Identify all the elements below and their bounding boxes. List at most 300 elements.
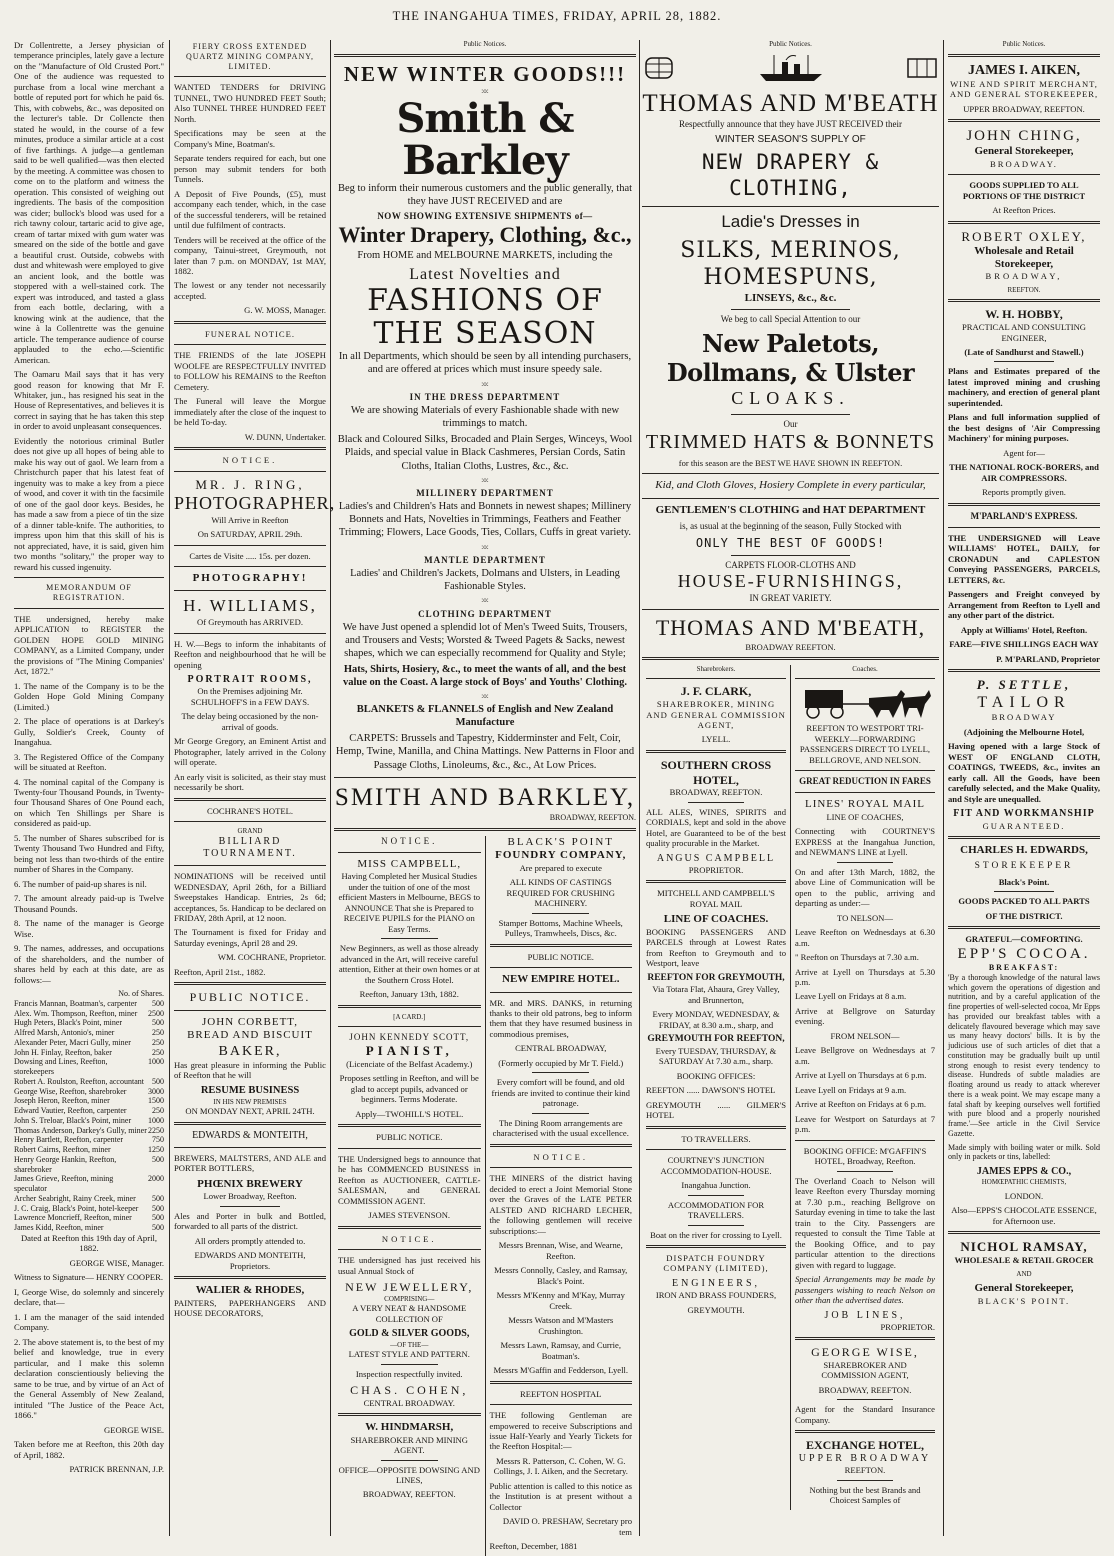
ad-body: THE Undersigned begs to announce that he has COMMENCED BUSINESS in Reefton as AUCTIONEER, CATTLE-SALESMAN, and GENERAL COMMISSION AGENT. [338,1153,481,1206]
ad-text: is, as usual at the beginning of the season, Fully Stocked with [679,521,902,532]
ad-text: COMPRISING— [384,1294,435,1303]
ad-heading: EXCHANGE HOTEL, [805,1438,925,1453]
ad-heading: GREYMOUTH FOR REEFTON, [647,1034,785,1045]
ad-title: M'PARLAND'S EXPRESS. [970,510,1078,521]
memo-item: 4. The nominal capital of the Company is Twenty-four Thousand Pounds, in Twenty-four Thousand Shares of One Pound each, on which Ten Shillings per Share is considered as paid-up. [14,776,164,829]
ad-text: Specifications may be seen at the Company's Mine, Boatman's. [174,128,326,149]
declaration-item: 1. I am the manager of the said intended Company. [14,1311,164,1333]
ad-heading: FOUNDRY COMPANY, [495,849,627,862]
ad-heading: LINE OF COACHES. [663,913,769,926]
article-butler: Evidently the notorious criminal Butler does not give up all hopes of being able to make his way out of gaol. We learn from a Christchurch paper that his latest feat of ingenuity was to make a key from a piece of wood, and cover it with tin the facsimile of one of the gaol door keys. Besides, he has made a saw from a piece of tin the size of a dinner table-knife. The authorities, to impress upon him that this skill of his is not appreciated, have, it is said, given him two months "solitary," the proper way to reward his cussed ingenuity. [14,435,164,572]
ad-heading: WALIER & RHODES, [195,1284,305,1297]
ad-text: The Overland Coach to Nelson will leave Reefton every Thursday morning at 7.30 p.m., reaching Bellgrove on Saturday evening in time to take the last train to the City. Passengers are requested to consult the Time Table at the Booking Office, and to pay particular attention to the directions given with regard to luggage. [795,1175,935,1270]
ad-title: [A CARD.] [393,1012,426,1021]
ad-address: BROADWAY, REEFTON. [362,1489,456,1500]
shareholder-row: Francis Mannan, Boatman's, carpenter 500 [14,998,164,1008]
ad-heading: RESUME BUSINESS [200,1084,300,1096]
memo-item: 2. The place of operations is at Darkey's Gully, Soldier's Creek, County of Inangahua. [14,716,164,748]
ad-text: Plans and full information supplied of the best designs of 'Air Compressing Machinery' for mining purposes. [948,412,1100,444]
ad-body: BOOKING PASSENGERS AND PARCELS through at Lowest Rates from Reefton to Greymouth and to Westport, leave [646,926,786,969]
ad-text: Passengers and Freight conveyed by Arrangement from Reefton to Lyell and any other part of the district. [948,589,1100,621]
ad-signature: EDWARDS AND MONTEITH, Proprietors. [194,1250,306,1271]
ad-body: WHOLESALE & RETAIL GROCER [954,1255,1094,1266]
ad-text: Agent for the Standard Insurance Company. [795,1404,935,1425]
subscriber: Messrs M'Gaffin and Fedderson, Lyell. [493,1365,629,1376]
ad-title: NOTICE. [533,1151,589,1162]
ad-text: All orders promptly attended to. [194,1235,306,1246]
shareholder-list [14,999,164,1233]
ad-headline: ONLY THE BEST OF GOODS! [695,536,886,551]
ad-text: Every MONDAY, WEDNESDAY, & FRIDAY, at 8.30 a.m., sharp, and [652,1009,780,1030]
ad-text: Via Totara Flat, Ahaura, Grey Valley, and Brunnerton, [652,984,780,1005]
ad-text: LINSEYS, &c., &c. [744,291,837,304]
ad-text: Respectfully announce that they have JUST RECEIVED their [678,119,903,130]
ad-headline: SILKS, MERINOS, HOMESPUNS, [680,238,901,290]
ad-heading: W. HINDMARSH, [365,1421,454,1434]
ad-text: An early visit is solicited, as their stay must necessarily be short. [174,771,326,793]
ad-body: WINE AND SPIRIT MERCHANT, AND GENERAL STOREKEEPER, [949,78,1099,100]
ad-text: FROM NELSON— [830,1030,900,1041]
ad-body: Having opened with a large Stock of WEST OF ENGLAND CLOTH, COATINGS, TWEEDS, &c., invites an early call. All the Goods, have been carefully selected, and the Make Quality, and Style are unequalled. [948,741,1100,804]
signature: GEORGE WISE, Manager. [69,1257,164,1268]
ad-text: Are prepared to execute [519,862,602,873]
ad-heading: JAMES I. AIKEN, [967,62,1081,78]
ad-text: IN GREAT VARIETY. [749,592,832,603]
memo-item: 7. The amount already paid-up is Twelve Thousand Pounds. [14,893,164,914]
bale-icon [905,54,939,82]
memo-item: 1. The name of the Company is to be the Golden Hope Gold Mining Company (Limited.) [14,680,164,712]
ad-title: FUNERAL NOTICE. [204,328,296,339]
article-whitaker: The Oamaru Mail says that it has very good reason for knowing that Mr F. Whitaker, jun., has resigned his seat in the House of Representatives, and believes it is correct in saying that he has taken this step in order to avoid unpleasant consequences. [14,369,164,432]
column-1 [14,40,164,1536]
subscriber: Messrs Watson and M'Masters Crushington. [508,1315,614,1336]
ad-text: We have Just opened a splendid lot of Men's Tweed Suits, Trousers, and Trousers and Vests; Worsted & Tweed Pagets & Sacks, newest shapes, which we can especially recommend for Quality and Style; [342,621,628,660]
ad-heading: GEORGE WISE, [811,1345,919,1360]
ad-text: Reefton, December, 1881 [489,1541,578,1552]
ad-text: Separate tenders required for each, but one person may submit tenders for both Tunnels. [174,153,326,185]
ad-body: BREWERS, MALTSTERS, AND ALE and PORTER BOTTLERS, [174,1152,326,1174]
ad-address: Black's Point. [998,877,1050,887]
divider-ornament: :o: [481,475,489,484]
timetable-row: Arrive at Bellgrove on Saturday evening. [795,1005,935,1027]
ad-signature: DAVID O. PRESHAW, Secretary pro tem [502,1516,632,1537]
ad-headline: HOUSE-FURNISHINGS, [677,570,904,591]
timetable-row: Arrive at Reefton on Fridays at 6 p.m. [795,1099,927,1110]
ad-title: GRATEFUL—COMFORTING. [965,934,1083,945]
shareholder-row: Thomas Anderson, Darkey's Gully, miner 2250 [14,1125,164,1135]
shareholder-row: John S. Treloar, Black's Point, miner 1000 [14,1115,164,1125]
ad-heading: PUBLIC NOTICE. [189,990,311,1005]
illustration-row [642,51,939,85]
timetable-row: " Reefton on Thursdays at 7.30 a.m. [795,952,919,963]
ad-text: Made simply with boiling water or milk. Sold only in packets or tins, labelled: [948,1142,1100,1162]
ad-text: Every comfort will be found, and old friends are invited to continue their kind patronage. [491,1077,630,1109]
shareholder-row: John H. Finlay, Reefton, baker 250 [14,1047,164,1057]
ad-signature: G. W. MOSS, Manager. [244,305,326,316]
ad-text: Reefton, January 13th, 1882. [359,989,459,1000]
ad-text: CARPETS: Brussels and Tapestry, Kidderminster and Felt, Coir, Hemp, Twine, Manilla, and China Mattings. New Patterns in Floor and Passage Cloths, Linoleums, &c., &c., At Low Prices. [335,733,635,771]
ad-text: From HOME and MELBOURNE MARKETS, including the [357,249,613,261]
ad-address: LYELL. [701,734,731,745]
column-4-left [642,665,791,1510]
column-rule [330,40,331,1536]
ad-text: General Storekeeper, [974,145,1074,158]
ad-title: FIERY CROSS EXTENDED QUARTZ MINING COMPANY, LIMITED. [186,42,314,71]
ad-body: WANTED TENDERS for DRIVING TUNNEL, TWO HUNDRED FEET South; Also TUNNEL THREE HUNDRED FEET North. [174,82,326,124]
column-4-lower [642,665,939,1510]
column-3 [334,40,636,1552]
ad-text: Mr George Gregory, an Eminent Artist and Photographer, lately arrived in the Colony will operate. [174,736,326,768]
memo-intro: THE undersigned, hereby make APPLICATION to REGISTER the GOLDEN HOPE GOLD MINING COMPANY, as a Limited Company, under the provisions of "The Mining Companies' Act, 1872." [14,613,164,677]
column-2 [174,40,336,1536]
ad-heading: SOUTHERN CROSS HOTEL, [660,757,772,787]
timetable-row: Arrive at Lyell on Thursdays at 5.30 p.m. [795,966,935,987]
subscriber: Messrs Brennan, Wise, and Wearne, Reefton. [498,1240,623,1261]
ad-text: Every TUESDAY, THURSDAY, & SATURDAY At 7.30 a.m., sharp. [655,1045,777,1067]
ad-address: REEFTON. [1007,285,1041,294]
ad-text: CARPETS FLOOR-CLOTHS AND [725,559,856,570]
ad-text: BOOKING OFFICE: M'GAFFIN'S HOTEL, Broadway, Reefton. [803,1145,927,1167]
ad-text: WINTER SEASON'S SUPPLY OF [715,134,866,145]
ad-text: (Late of Sandhurst and Stawell.) [964,346,1084,357]
ad-title: PUBLIC NOTICE. [527,951,594,962]
shareholder-row: Alex. Wm. Thompson, Reefton, miner 2500 [14,1008,164,1018]
ad-body: THE UNDERSIGNED will Leave WILLIAMS' HOTEL, DAILY, for CRONADUN and CAPLESTON Conveying PASSENGERS, PARCELS, LETTERS, &c. [948,532,1100,585]
ad-body: MR. and MRS. DANKS, in returning thanks to their old patrons, beg to inform them that they have resumed business in commodious premises, [489,997,632,1039]
ad-heading: ENGINEERS, [671,1277,761,1289]
ad-headline: THOMAS AND M'BEATH, [655,614,926,640]
ad-text: PROPRIETOR. [880,1321,935,1332]
taken-before: Taken before me at Reefton, this 20th day of April, 1882. [14,1439,164,1460]
shareholder-row: Robert Cairns, Reefton, miner 1250 [14,1145,164,1155]
timetable-row: Leave Reefton on Wednesdays at 6.30 a.m. [795,927,935,948]
ad-headline: Ladie's Dresses in [721,212,860,232]
ad-text: ALL KINDS OF CASTINGS REQUIRED FOR CRUSHING MACHINERY. [506,877,615,909]
column-4-right [791,665,939,1510]
column-rule [943,40,944,1536]
ad-heading: EPP'S COCOA. [957,945,1091,962]
divider-ornament: :o: [481,692,489,701]
ad-text: Cartes de Visite ..... 15s. per dozen. [189,550,311,561]
ad-text: Of Greymouth has ARRIVED. [197,617,303,628]
shareholder-row: James Kidd, Reefton, miner 500 [14,1223,164,1233]
ad-text: Beg to inform their numerous customers and the public generally, that they have JUST RECEIVED and are [337,182,633,207]
ad-text: On and after 13th March, 1882, the above Line of Communication will be open to the public, arriving and departing as under:— [795,866,935,909]
timetable-row: Arrive at Lyell on Thursdays at 6 p.m. [795,1070,927,1081]
ad-heading: H. WILLIAMS, [183,596,317,616]
ad-text: IRON AND BRASS FOUNDERS, [655,1290,777,1301]
ad-title: NOTICE. [381,835,438,846]
column-3-left [334,836,486,1556]
ad-text: BOOKING OFFICES: [676,1070,756,1081]
ad-text: OF THE DISTRICT. [985,910,1063,921]
ad-heading: NEW JEWELLERY, [345,1280,474,1295]
subscriber: Messrs M'Kenny and M'Kay, Murray Creek. [496,1290,625,1311]
ad-text: Lower Broadway, Reefton. [203,1191,297,1202]
ad-signature: P. M'PARLAND, Proprietor [996,653,1100,664]
ad-heading: REEFTON FOR GREYMOUTH, [647,972,785,983]
department-heading: IN THE DRESS DEPARTMENT [409,392,561,403]
ad-heading: JOHN KENNEDY SCOTT, [349,1032,470,1043]
ad-heading: P. SETTLE, [976,677,1072,693]
ad-text: UPPER BROADWAY [798,1452,932,1464]
ad-signature: ANGUS CAMPBELL [656,852,776,864]
ad-address: BROADWAY, [985,271,1063,282]
ad-text: Will Arrive in Reefton [211,514,289,525]
ad-heading: CHARLES H. EDWARDS, [960,844,1088,857]
shareholder-row: Lawrence Moncrieff, Reefton, miner 500 [14,1213,164,1223]
ad-text: Apply—TWOHILL'S HOTEL. [355,1108,464,1119]
shareholder-row: Robert A. Roulston, Reefton, accountant 500 [14,1076,164,1086]
ad-text: At Reefton Prices. [992,205,1056,216]
column-5 [948,40,1100,1536]
ad-heading: ROBERT OXLEY, [961,228,1087,244]
shareholder-row: George Wise, Reefton, sharebroker 3000 [14,1086,164,1096]
ad-body: REEFTON TO WESTPORT TRI-WEEKLY—FORWARDING PASSENGERS DIRECT TO LYELL, BELLGROVE, AND NELSON. [799,723,931,765]
ad-text: AND [1016,1269,1032,1278]
department-heading: MANTLE DEPARTMENT [424,555,546,566]
ad-body: SHAREBROKER AND COMMISSION AGENT, [821,1359,909,1381]
shareholder-row: Joseph Heron, Reefton, miner 1500 [14,1096,164,1106]
ad-signature: JAMES STEVENSON. [368,1210,451,1221]
department-heading: MILLINERY DEPARTMENT [416,488,554,499]
ad-text: PROPRIETOR. [688,864,744,875]
ad-heading: MR. J. RING, [195,476,305,492]
memo-item: 8. The name of the manager is George Wise. [14,918,164,939]
ad-text: ON MONDAY NEXT, APRIL 24TH. [185,1106,315,1117]
ad-heading: JOHN CHING, [966,128,1082,145]
column-3-right [486,836,637,1556]
ad-heading: TAILOR [977,693,1071,711]
ad-signature: JOB LINES, [824,1309,906,1321]
column-rule [639,40,640,1536]
memo-item: 3. The Registered Office of the Company will be situated at Reefton. [14,751,164,773]
ad-text: GOODS PACKED TO ALL PARTS [958,896,1090,907]
ad-signature: WM. COCHRANE, Proprietor. [217,952,326,963]
ad-headline: GENTLEMEN'S CLOTHING and HAT DEPARTMENT [655,503,926,516]
ad-text: Our [783,418,798,429]
subscriber: Messrs Connolly, Casley, and Ramsay, Black's Point. [494,1265,628,1286]
ad-text: We beg to call Special Attention to our [720,314,861,325]
ad-text: TO NELSON— [837,912,893,923]
shareholder-row: Alexander Peter, Macri Gully, miner 250 [14,1037,164,1047]
timetable-row: Leave Lyell on Fridays at 8 a.m. [795,991,907,1002]
ad-headline: Winter Drapery, Clothing, &c., [338,221,632,247]
dated: Dated at Reefton this 19th day of April, 1882. [20,1232,158,1254]
ad-heading: BAKER, [218,1043,282,1059]
ad-heading: BLACK'S POINT [507,835,615,848]
ad-text: H. W.—Begs to inform the inhabitants of Reefton and neighbourhood that he will be opening [174,638,326,670]
ad-text: Ladies's and Children's Hats and Bonnets in newest shapes; Millinery Bonnets and Hats, Novelties in Trimmings, Feathers and Feather Trimming; Flowers, Lace Goods, Ties, Collars, Cuffs in great variety. [338,501,632,539]
ad-text: Stamper Bottoms, Machine Wheels, Pulleys, Tramwheels, Discs, &c. [498,917,623,939]
ad-address: BLACK'S POINT. [977,1295,1071,1306]
ad-text: Plans and Estimates prepared of the latest improved mining and crushing machinery, and erection of general plant superintended. [948,366,1100,408]
ad-text: The lowest or any tender not necessarily accepted. [174,280,326,301]
ad-body: THE following Gentleman are empowered to receive Subscriptions and issue Half-Yearly and Yearly Tickets for the Reefton Hospital:— [489,1410,632,1452]
ad-body: THE FRIENDS of the late JOSEPH WOOLFE are RESPECTFULLY INVITED to FOLLOW his REMAINS to the Reefton Cemetery. [174,350,326,392]
ad-text: On SATURDAY, APRIL 29th. [197,529,303,540]
ad-text: HOMŒPATHIC CHEMISTS, [981,1178,1067,1187]
timetable-row: Leave Bellgrove on Wednesdays at 7 a.m. [795,1045,935,1066]
timetable-row: Leave for Westport on Saturdays at 7 p.m. [795,1113,935,1135]
steamship-icon [756,52,826,84]
ad-heading: JOHN CORBETT, [202,1016,298,1029]
divider-ornament: :o: [481,542,489,551]
ad-address: CENTRAL BROADWAY. [363,1397,455,1408]
article-port: Dr Collentrette, a Jersey physician of temperance principles, lately gave a lecture on the "Manufacture of Old Crusted Port." One of the audience was requested to purchase from a local wine merchant a bottle of reputed port for which he paid 6s. This, with cobwebs, &c., was deposited on the lecturer's table. Dr Collencte then stated he would, in the course of a few minutes, produce a similar article at a cost of five farthings. A judge—a gentleman said to be well qualified—was then elected by the meeting. A committee was chosen to come on to the platform and witness the operation. This consisted of weighing out ingredients. The basis of the composition was cider; bullock's blood was used for a rich tawny colour, tartaric acid to give age, cream of tartar mixed with gum water was smeared on the side of the bottle and gave a beautiful crust. Outside, cobwebs with dust and whitewash were employed to give an ancient look, and the bottle was stoppered with a well-stained cork. The expert was introduced, and tasted a glass from each bottle, declaring, with a knowing wink at the audience, that the wine à la Collentrette was the genuine article. The temperance audience of course applauded to the echo.—Scientific American. [14,40,164,365]
column-3-lower [334,836,636,1556]
ad-text: New Beginners, as well as those already advanced in the Art, will receive careful attention, Either at their own homes or at the Southern Cross Hotel. [338,943,480,985]
ad-address: BROADWAY, REEFTON. [818,1384,912,1395]
masthead: THE INANGAHUA TIMES, FRIDAY, APRIL 28, 1882. [392,9,722,23]
ad-headline: CLOAKS. [731,387,850,408]
ad-text: Reefton, April 21st., 1882. [174,966,266,977]
ad-heading: NEW EMPIRE HOTEL. [502,973,620,986]
ad-text: GUARANTEED. [982,820,1066,831]
ad-heading: GOLD & SILVER GOODS, [349,1328,470,1340]
section-label: Public Notices. [769,40,812,48]
ad-title: PUBLIC NOTICE. [376,1132,443,1143]
ad-text: Proposes settling in Reefton, and will be glad to accept pupils, advanced or beginners. Terms Moderate. [339,1073,479,1105]
ad-body: NOMINATIONS will be received until WEDNESDAY, April 26th, for a Billiard Sweepstakes Handicap. Entries, 2s 6d; acceptances, 5s. Handicap to be declared on FRIDAY, 28th April, at 12 noon. [174,871,326,923]
divider-ornament: :o: [481,596,489,605]
ad-text: LONDON. [1004,1190,1044,1201]
section-label: Coaches. [852,664,878,673]
ad-heading: FIT AND WORKMANSHIP [953,808,1095,820]
ad-body: ALL ALES, WINES, SPIRITS and CORDIALS, kept and sold in the above Hotel, are Guaranteed to be of the best quality procurable in the Market. [646,806,786,849]
barrel-icon [642,54,676,82]
ad-heading: J. F. CLARK, [680,684,752,699]
ad-text: for this season are the BEST WE HAVE SHOWN IN REEFTON. [678,458,903,469]
coach-illustration [797,684,933,720]
ad-text: The Funeral will leave the Morgue immediately after the close of the inquest to be held To-day. [174,396,326,428]
ad-heading: LINES' ROYAL MAIL [804,798,925,811]
ad-text: Has great pleasure in informing the Public of Reefton that he will [174,1059,326,1081]
shareholder-row: Alfred Marsh, Antonio's, miner 250 [14,1028,164,1038]
shareholder-row: Hugh Peters, Black's Point, miner 500 [14,1018,164,1028]
column-rule [169,40,170,1536]
ad-text: THE NATIONAL ROCK-BORERS, and AIR COMPRESSORS. [949,462,1099,483]
ad-body: PAINTERS, PAPERHANGERS AND HOUSE DECORATORS, [174,1297,326,1319]
ad-text: The Tournament is fixed for Friday and Saturday evenings, April 28 and 29. [174,927,326,948]
column-4 [642,40,939,1536]
ad-heading: W. H. HOBBY, [985,307,1063,322]
subscriber: Messrs Lawn, Ramsay, and Currie, Boatman's. [500,1340,621,1361]
ad-body: SHAREBROKER AND MINING AGENT. [350,1434,468,1456]
ad-heading: BILLIARD TOURNAMENT. [203,835,297,859]
divider-ornament: :o: [481,87,489,96]
ad-heading: GREAT REDUCTION IN FARES [799,776,931,787]
ad-text: Messrs R. Patterson, C. Cohen, W. G. Collings, J. I. Aiken, and the Secretary. [493,1455,628,1477]
ad-address: CENTRAL BROADWAY, [515,1043,607,1054]
ad-text: On the Premises adjoining Mr. SCHULHOFF'S in a FEW DAYS. [190,686,310,707]
ad-heading: BREAD AND BISCUIT [187,1029,313,1042]
ad-text: GRAND [237,827,263,836]
ad-text: Tenders will be received at the office of the company, Tainui-street, Greymouth, not later than 7 p.m. on MONDAY, 1st MAY, 1882. [174,234,326,276]
ad-address: BROADWAY REEFTON. [745,641,836,652]
ad-address: GREYMOUTH. [687,1304,745,1315]
ad-body: SHAREBROKER, MINING AND GENERAL COMMISSION AGENT, [646,699,786,730]
ad-text: Nothing but the best Brands and Choicest Samples of [809,1484,921,1506]
ad-text: Hats, Shirts, Hosiery, &c., to meet the wants of all, and the best value on the Coast. A large stock of Boys' and Youths' Clothing. [342,664,628,689]
ad-heading: EDWARDS & MONTEITH, [192,1129,308,1141]
ad-text: Wholesale and Retail Storekeeper, [974,244,1074,270]
ad-heading: PHOTOGRAPHY! [192,572,308,585]
ad-heading: PIANIST, [365,1043,453,1059]
ad-text: ACCOMMODATION FOR TRAVELLERS. [667,1199,765,1221]
ad-text: We are showing Materials of every Fashionable shade with new trimmings to match. [350,405,620,430]
memo-title: MEMORANDUM OF REGISTRATION. [46,583,132,602]
ad-text: Agent for— [1003,447,1045,458]
ad-body: PRACTICAL AND CONSULTING ENGINEER, [962,322,1086,343]
ad-text: In all Departments, which should be seen by all intending purchasers, and are offered at prices which must insure speedy sale. [338,351,632,376]
ad-body: Having Completed her Musical Studies under the tuition of one of the most efficient Masters in Melbourne, BEGS to ANNOUNCE That she is Prepared to RECEIVE PUPILS for the PIANO on Easy Terms. [338,871,481,934]
ad-text: A VERY NEAT & HANDSOME COLLECTION OF [352,1303,467,1324]
ad-heading: NICHOL RAMSAY, [960,1239,1088,1255]
ad-text: A Deposit of Five Pounds, (£5), must accompany each tender, which, in the case of the successful tenderers, will be retained until due fulfilment of contracts. [174,188,326,231]
declaration: I, George Wise, do solemnly and sincerely declare, that— [14,1286,164,1308]
witness: Witness to Signature— HENRY COOPER. [14,1272,164,1283]
ad-headline: NEW DRAPERY & CLOTHING, [701,150,880,200]
ad-headline: New Paletots, Dollmans, & Ulster [666,329,915,388]
ad-text: (Licenciate of the Belfast Academy.) [346,1058,473,1069]
ad-text: Boat on the river for crossing to Lyell. [650,1229,782,1240]
jp-signature: PATRICK BRENNAN, J.P. [69,1464,164,1475]
ad-text: BREAKFAST: [988,963,1060,973]
ad-heading: PHŒNIX BREWERY [197,1177,303,1190]
ad-text: FARE—FIVE SHILLINGS EACH WAY [949,639,1099,650]
ad-title: COCHRANE'S HOTEL. [206,805,294,816]
ad-title: REEFTON HOSPITAL [519,1388,602,1399]
ad-headline: SMITH AND BARKLEY, [334,783,636,811]
divider-ornament: :o: [481,379,489,388]
shareholder-row: Archer Seabright, Rainy Creek, miner 500 [14,1193,164,1203]
ad-text: Connecting with COURTNEY'S EXPRESS at the Inangahua Junction, and NEWMAN'S LINE at Lyell. [795,826,935,858]
shareholder-row: Edward Vautier, Reefton, carpenter 250 [14,1106,164,1116]
ad-heading: CHAS. COHEN, [350,1383,469,1398]
ad-text: Apply at Williams' Hotel, Reefton. [960,624,1088,635]
ad-headline: THOMAS AND M'BEATH [642,89,939,117]
ad-text: GREYMOUTH ...... GILMER'S HOTEL [646,1099,786,1121]
ad-text: Special Arrangements may be made by passengers wishing to reach Nelson on other than the advertised dates. [795,1274,935,1306]
memo-item: 9. The names, addresses, and occupations of the shareholders, and the number of shares held by each at this date, are as follows:— [14,943,164,985]
shareholder-row: Henry George Hankin, Reefton, sharebroker 500 [14,1154,164,1174]
signature: GEORGE WISE. [104,1424,164,1435]
ad-address: BROADWAY, REEFTON. [669,787,763,798]
ad-text: Public attention is called to this notice as the Institution is at present without a Collector [489,1480,632,1512]
ad-title: NOTICE. [222,455,278,466]
ad-signature: W. DUNN, Undertaker. [244,431,326,442]
ad-text: STOREKEEPER [974,861,1074,872]
ad-heading: JAMES EPPS & CO., [976,1166,1072,1178]
shareholder-row: J. C. Craig, Black's Point, hotel-keeper 500 [14,1203,164,1213]
ad-text: LINE OF COACHES, [826,811,904,822]
ad-text: —OF THE— [390,1340,429,1349]
ad-headline: NEW WINTER GOODS!!! [343,61,627,86]
ad-title: TO TRAVELLERS. [681,1133,751,1144]
ad-body: DISPATCH FOUNDRY COMPANY (LIMITED), [663,1253,769,1274]
ad-title: NOTICE. [381,1233,437,1244]
ad-text: LATEST STYLE AND PATTERN. [348,1349,470,1360]
ad-address: UPPER BROADWAY, REEFTON. [963,103,1085,114]
timetable-row: Leave Lyell on Fridays at 9 a.m. [795,1084,907,1095]
ad-text: General Storekeeper, [974,1282,1074,1295]
ad-text: Ales and Porter in bulk and Bottled, forwarded to all parts of the district. [174,1210,326,1232]
ad-body: 'By a thorough knowledge of the natural laws which govern the operations of digestion and nutrition, and by a careful application of the fine properties of well-selected cocoa, Mr Epps has provided our breakfast tables with a delicately flavoured beverage which may save us many heavy doctors' bills. It is by the judicious use of such articles of diet that a constitution may be gradually built up until strong enough to resist every tendency to disease. Hundreds of subtle maladies are floating around us ready to attack wherever there is a weak point. We may escape many a fatal shaft by keeping ourselves well fortified with pure blood and a properly nourished frame.'—See article in the Civil Service Gazette. [948,972,1100,1138]
ad-text: (Adjoining the Melbourne Hotel, [963,726,1085,737]
ad-text: BLANKETS & FLANNELS of English and New Zealand Manufacture [356,704,614,729]
shareholder-row: Henry Bartlett, Reefton, carpenter 750 [14,1135,164,1145]
